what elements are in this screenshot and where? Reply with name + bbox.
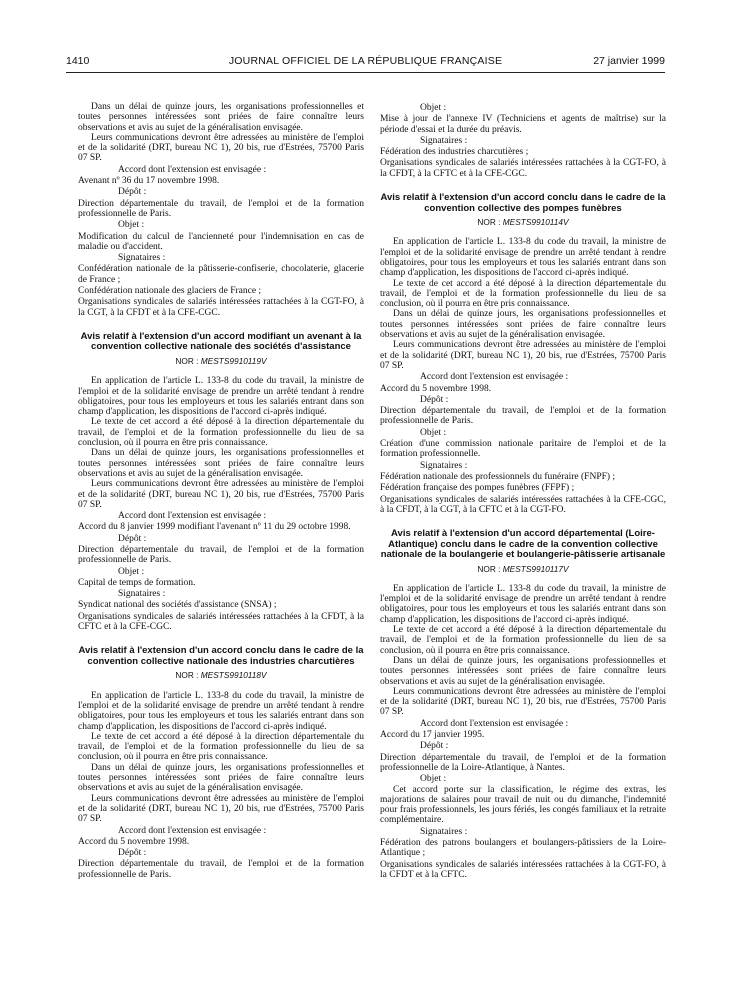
- section-heading: Objet :: [420, 103, 447, 113]
- section-heading: Accord dont l'extension est envisagée :: [420, 718, 569, 729]
- section-heading: Accord dont l'extension est envisagée :: [118, 164, 267, 175]
- paragraph: Le texte de cet accord a été déposé à la direction départementale du travail, de l'emploi et de la formation professionnelle du lieu de sa conclusion, où il pourra en être pris connaissance.: [78, 731, 364, 763]
- section-text: Organisations syndicales de salariés intéressées rattachées à la CGT-FO, à la CFDT et à la CFTC.: [380, 859, 666, 880]
- page-header: [66, 55, 665, 71]
- section-heading: Objet :: [420, 427, 447, 438]
- paragraph: Le texte de cet accord a été déposé à la direction départementale du travail, de l'emploi et de la formation professionnelle du lieu de sa conclusion, où il pourra en être pris connaissance.: [380, 625, 666, 656]
- paragraph: En application de l'article L. 133-8 du code du travail, la ministre de l'emploi et de la solidarité envisage de prendre un arrêté tendant à rendre obligatoires, pour tous les employeurs et tous les salariés entrant dans son champ d'application, les dispositions de l'accord ci-après indiqué.: [78, 376, 364, 418]
- section-heading: Signataires :: [420, 460, 468, 471]
- nor-reference: [380, 217, 666, 227]
- section-text: Fédération nationale des professionnels du funéraire (FNPF) ;: [380, 471, 616, 482]
- section-text: Organisations syndicales de salariés intéressées rattachées à la CFE-CGC, à la CFDT, à la CGT, à la CFTC et à la CGT-FO.: [380, 494, 666, 515]
- section-text: Confédération nationale des glaciers de France ;: [78, 286, 262, 297]
- section-text: Mise à jour de l'annexe IV (Techniciens et agents de maîtrise) sur la période d'essai et la durée du préavis.: [380, 114, 666, 135]
- section-heading: Dépôt :: [118, 533, 147, 544]
- notice-title: Avis relatif à l'extension d'un accord modifiant un avenant à la convention collective nationale des sociétés d'assistance: [80, 330, 362, 353]
- section-heading: Signataires :: [420, 135, 468, 146]
- section-heading: Signataires :: [118, 589, 166, 600]
- nor-code: MESTS9910117V: [502, 563, 569, 574]
- section-heading: Dépôt :: [118, 848, 147, 859]
- section-text: Accord du 17 janvier 1995.: [380, 730, 485, 741]
- section-heading: Objet :: [420, 774, 447, 785]
- section-text: Direction départementale du travail, de l'emploi et de la formation professionnelle de la Loire-Atlantique, à Nantes.: [380, 752, 666, 773]
- paragraph: Dans un délai de quinze jours, les organisations professionnelles et toutes personnes intéressées sont priées de faire connaître leurs observations et avis au sujet de la généralisation envisagée.: [78, 448, 364, 479]
- nor-reference: [78, 356, 364, 366]
- section-heading: Dépôt :: [118, 187, 147, 198]
- paragraph: Leurs communications devront être adressées au ministère de l'emploi et de la solidarité (DRT, bureau NC 1), 20 bis, rue d'Estrées, 75700 Paris 07 SP.: [78, 479, 364, 510]
- section-heading: Signataires :: [420, 826, 468, 837]
- paragraph: Dans un délai de quinze jours, les organisations professionnelles et toutes personnes intéressées sont priées de faire connaître leurs observations et avis au sujet de la généralisation envisagée.: [78, 762, 364, 794]
- section-heading: Objet :: [118, 566, 145, 577]
- paragraph: Leurs communications devront être adressées au ministère de l'emploi et de la solidarité (DRT, bureau NC 1), 20 bis, rue d'Estrées, 75700 Paris 07 SP.: [78, 793, 364, 825]
- nor-label: NOR :: [175, 670, 201, 681]
- section-text: Création d'une commission nationale paritaire de l'emploi et de la formation professionnelle.: [380, 439, 666, 460]
- section-text: Accord du 5 novembre 1998.: [380, 383, 492, 394]
- nor-code: MESTS9910119V: [200, 355, 267, 366]
- section-text: Modification du calcul de l'ancienneté pour l'indemnisation en cas de maladie ou d'accident.: [78, 231, 364, 252]
- nor-reference: [380, 564, 666, 574]
- section-heading: Dépôt :: [420, 394, 449, 405]
- nor-code: MESTS9910118V: [200, 670, 267, 681]
- section-heading: Accord dont l'extension est envisagée :: [118, 825, 267, 836]
- section-heading: Accord dont l'extension est envisagée :: [118, 511, 267, 522]
- notice-title: Avis relatif à l'extension d'un accord conclu dans le cadre de la convention collective des pompes funèbres: [380, 192, 666, 214]
- section-text: Syndicat national des sociétés d'assistance (SNSA) ;: [78, 600, 277, 611]
- issue-date: 27 janvier 1999: [593, 55, 665, 67]
- section-text: Avenant nº 36 du 17 novembre 1998.: [78, 176, 220, 187]
- paragraph: Cet accord porte sur la classification, le régime des extras, les majorations de salaires pour travail de nuit ou du dimanche, l'indemnité pour frais professionnels, les jours fériés, les congés familiaux et la retraite complémentaire.: [380, 784, 666, 826]
- section-text: Direction départementale du travail, de l'emploi et de la formation professionnelle de Paris.: [78, 544, 364, 566]
- paragraph: Dans un délai de quinze jours, les organisations professionnelles et toutes personnes intéressées sont priées de faire connaître leurs observations et avis au sujet de la généralisation envisagée.: [380, 655, 666, 687]
- paragraph: Dans un délai de quinze jours, les organisations professionnelles et toutes personnes intéressées sont priées de faire connaître leurs observations et avis au sujet de la généralisation envisagée.: [78, 102, 364, 133]
- paragraph: En application de l'article L. 133-8 du code du travail, la ministre de l'emploi et de la solidarité envisage de prendre un arrêté tendant à rendre obligatoires, pour tous les employeurs et tous les salariés entrant dans son champ d'application, les dispositions de l'accord ci-après indiqué.: [380, 583, 666, 625]
- paragraph: Le texte de cet accord a été déposé à la direction départementale du travail, de l'emploi et de la formation professionnelle du lieu de sa conclusion, où il pourra en être pris connaissance.: [78, 417, 364, 449]
- paragraph: Dans un délai de quinze jours, les organisations professionnelles et toutes personnes intéressées sont priées de faire connaître leurs observations et avis au sujet de la généralisation envisagée.: [380, 309, 666, 341]
- page-number: 1410: [66, 55, 90, 67]
- left-column: [78, 102, 364, 880]
- notice-title: Avis relatif à l'extension d'un accord départemental (Loire-Atlantique) conclu dans le cadre de la convention collective nationale de la boulangerie et boulangerie-pâtisserie artisanale: [380, 528, 666, 561]
- header-rule: [66, 72, 665, 73]
- section-text: Fédération des patrons boulangers et boulangers-pâtissiers de la Loire-Atlantique ;: [380, 838, 666, 859]
- section-text: Direction départementale du travail, de l'emploi et de la formation professionnelle de Paris.: [78, 198, 364, 219]
- nor-label: NOR :: [477, 217, 503, 228]
- section-text: Organisations syndicales de salariés intéressées rattachées à la CGT-FO, à la CGT, à la CFDT et à la CFE-CGC.: [78, 297, 364, 318]
- paragraph: Leurs communications devront être adressées au ministère de l'emploi et de la solidarité (DRT, bureau NC 1), 20 bis, rue d'Estrées, 75700 Paris 07 SP.: [380, 686, 666, 718]
- paragraph: En application de l'article L. 133-8 du code du travail, la ministre de l'emploi et de la solidarité envisage de prendre un arrêté tendant à rendre obligatoires, pour tous les employeurs et tous les salariés entrant dans son champ d'application, les dispositions de l'accord ci-après indiqué.: [380, 237, 666, 279]
- paragraph: Leurs communications devront être adressées au ministère de l'emploi et de la solidarité (DRT, bureau NC 1), 20 bis, rue d'Estrées, 75700 Paris 07 SP.: [78, 132, 364, 164]
- section-text: Accord du 5 novembre 1998.: [78, 836, 190, 847]
- section-heading: Objet :: [118, 220, 145, 231]
- nor-label: NOR :: [477, 563, 503, 574]
- section-text: Accord du 8 janvier 1999 modifiant l'avenant nº 11 du 29 octobre 1998.: [78, 522, 351, 533]
- notice-title: Avis relatif à l'extension d'un accord conclu dans le cadre de la convention collective nationale des industries charcutières: [78, 645, 364, 667]
- section-text: Direction départementale du travail, de l'emploi et de la formation professionnelle de Paris.: [380, 406, 666, 427]
- section-heading: Signataires :: [118, 253, 166, 264]
- section-text: Capital de temps de formation.: [78, 577, 196, 588]
- journal-title: JOURNAL OFFICIEL DE LA RÉPUBLIQUE FRANÇAISE: [228, 55, 503, 67]
- paragraph: En application de l'article L. 133-8 du code du travail, la ministre de l'emploi et de la solidarité envisage de prendre un arrêté tendant à rendre obligatoires, pour tous les employeurs et tous les salariés entrant dans son champ d'application, les dispositions de l'accord ci-après indiqué.: [78, 690, 364, 732]
- section-heading: Accord dont l'extension est envisagée :: [420, 372, 569, 383]
- nor-reference: [78, 670, 364, 680]
- paragraph: Le texte de cet accord a été déposé à la direction départementale du travail, de l'emploi et de la formation professionnelle du lieu de sa conclusion, où il pourra en être pris connaissance.: [380, 278, 666, 310]
- right-column: [380, 102, 666, 880]
- nor-code: MESTS9910114V: [502, 217, 569, 228]
- section-text: Confédération nationale de la pâtisserie-confiserie, chocolaterie, glacerie de France ;: [78, 264, 364, 285]
- section-text: Organisations syndicales de salariés intéressées rattachées à la CGT-FO, à la CFDT, à la CFTC et à la CFE-CGC.: [380, 158, 666, 179]
- section-heading: Dépôt :: [420, 741, 449, 752]
- nor-label: NOR :: [175, 355, 201, 366]
- paragraph: Leurs communications devront être adressées au ministère de l'emploi et de la solidarité (DRT, bureau NC 1), 20 bis, rue d'Estrées, 75700 Paris 07 SP.: [380, 340, 666, 371]
- section-text: Organisations syndicales de salariés intéressées rattachées à la CFDT, à la CFTC et à la CFE-CGC.: [78, 611, 364, 633]
- section-text: Fédération française des pompes funèbres (FFPF) ;: [380, 483, 575, 494]
- section-text: Direction départementale du travail, de l'emploi et de la formation professionnelle de Paris.: [78, 859, 364, 880]
- section-text: Fédération des industries charcutières ;: [380, 147, 529, 158]
